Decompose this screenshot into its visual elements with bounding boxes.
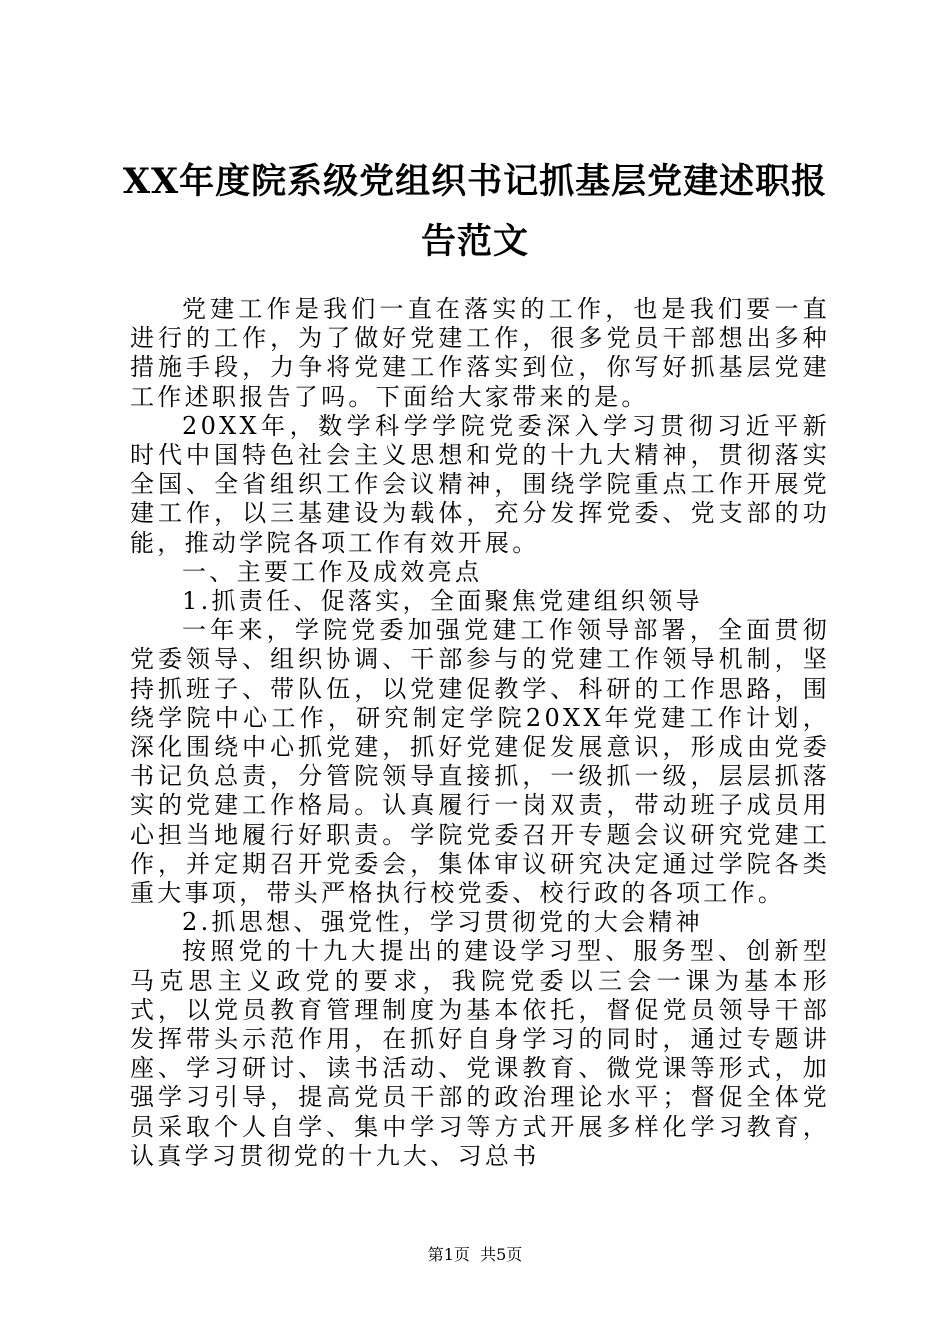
section-heading-main-work: 一、主要工作及成效亮点: [182, 557, 483, 586]
document-title-line-1: XX年度院系级党组织书记抓基层党建述职报: [122, 161, 828, 202]
paragraph-overview: 20XX年，数学科学学院党委深入学习贯彻习近平新时代中国特色社会主义思想和党的十九大精神，贯彻落实全国、全省组织工作会议精神，围绕学院重点工作开展党建工作，以三基建设为载体，充分发挥党委、党支部的功能，推动学院各项工作有效开展。: [130, 411, 830, 557]
paragraph-intro: 党建工作是我们一直在落实的工作，也是我们要一直进行的工作，为了做好党建工作，很多党员干部想出多种措施手段，力争将党建工作落实到位，你写好抓基层党建工作述职报告了吗。下面给大家带来的是。: [130, 295, 830, 411]
page-number-footer: 第1页 共5页: [427, 1245, 523, 1264]
paragraph-responsibility: 一年来，学院党委加强党建工作领导部署，全面贯彻党委领导、组织协调、干部参与的党建工作领导机制，坚持抓班子、带队伍，以党建促教学、科研的工作思路，围绕学院中心工作，研究制定学院20XX年党建工作计划，深化围绕中心抓党建，抓好党建促发展意识，形成由党委书记负总责，分管院领导直接抓，一级抓一级，层层抓落实的党建工作格局。认真履行一岗双责，带动班子成员用心担当地履行好职责。学院党委召开专题会议研究党建工作，并定期召开党委会，集体审议研究决定通过学院各类重大事项，带头严格执行校党委、校行政的各项工作。: [130, 616, 830, 908]
document-title-line-2: 告范文: [420, 221, 529, 262]
document-body: [130, 295, 830, 1171]
subheading-ideology: 2.抓思想、强党性，学习贯彻党的大会精神: [182, 908, 703, 937]
paragraph-ideology: 按照党的十九大提出的建设学习型、服务型、创新型马克思主义政党的要求，我院党委以三会一课为基本形式，以党员教育管理制度为基本依托，督促党员领导干部发挥带头示范作用，在抓好自身学习的同时，通过专题讲座、学习研讨、读书活动、党课教育、微党课等形式，加强学习引导，提高党员干部的政治理论水平；督促全体党员采取个人自学、集中学习等方式开展多样化学习教育，认真学习贯彻党的十九大、习总书: [130, 937, 830, 1170]
subheading-responsibility: 1.抓责任、促落实，全面聚焦党建组织领导: [182, 587, 703, 616]
